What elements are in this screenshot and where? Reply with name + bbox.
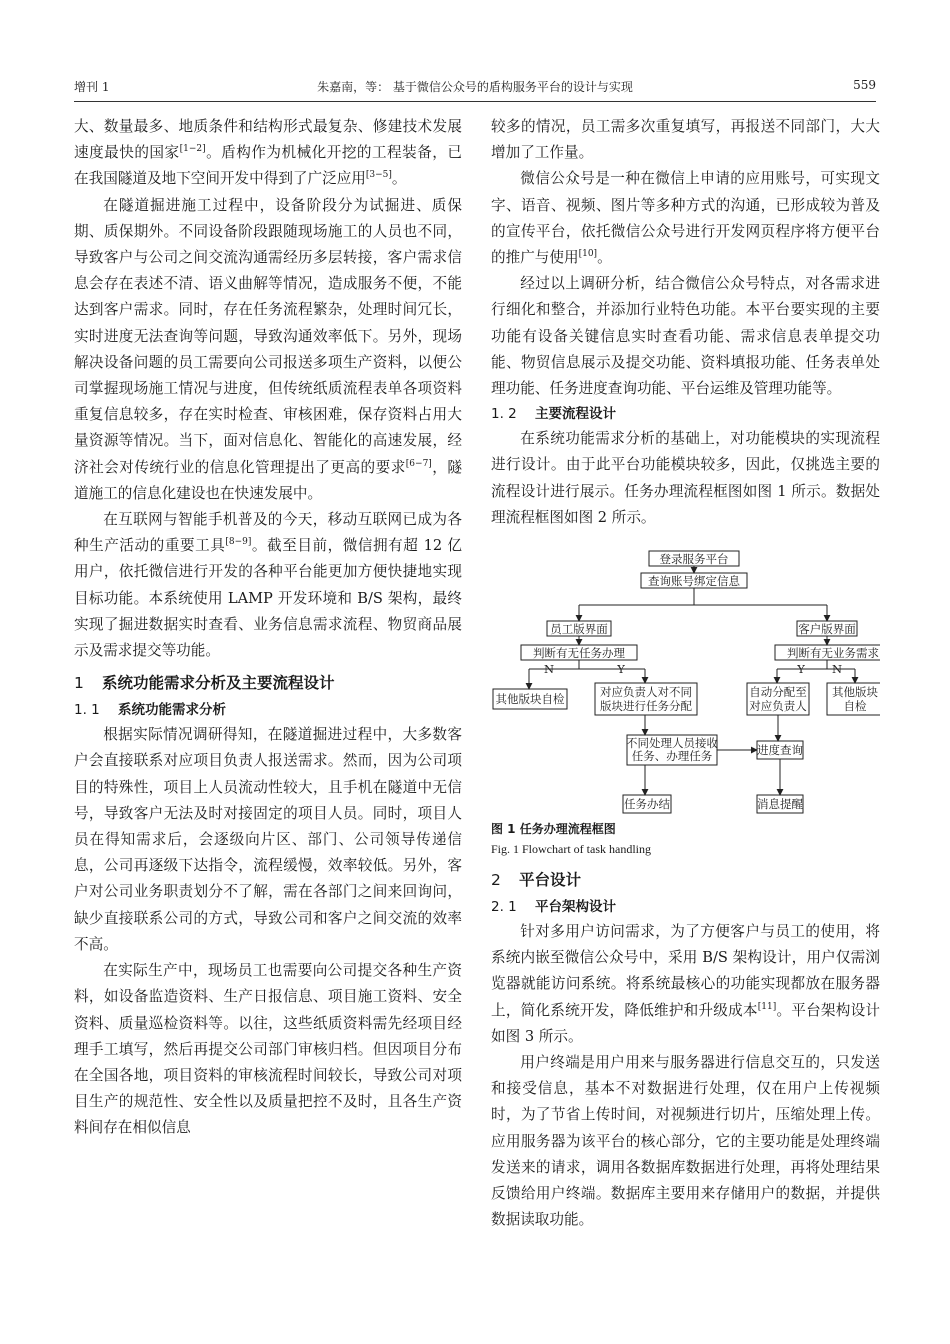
label-login: 登录服务平台 [659, 552, 729, 567]
label-assign-2: 版块进行任务分配 [600, 699, 692, 714]
figure-caption-en: Fig. 1 Flowchart of task handling [491, 842, 651, 857]
journal-issue: 增刊 1 [74, 80, 110, 94]
paragraph: 在互联网与智能手机普及的今天，移动互联网已成为各种生产活动的重要工具[8−9]。截至目前，微信拥有超 12 亿用户，依托微信进行开发的各种平台能更加方便快捷地实现目标功能。本系统使用 LAMP 开发环境和 B/S 架构，最终实现了掘进数据实时查看、业务信息需求流程、物贸商品展示及需求提交等功能。 [74, 511, 462, 660]
page-number: 559 [853, 78, 876, 92]
paragraph: 根据实际情况调研得知，在隧道掘进过程中，大多数客户会直接联系对应项目负责人报送需求。然而，因为公司项目的特殊性，项目上人员流动性较大，且手机在隧道中无信号，导致客户无法及时对接固定的项目人员。同时，项目人员在得知需求后，会逐级向片区、部门、公司领导传递信息，公司再逐级下达指令，流程缓慢，效率较低。另外，客户对公司业务职责划分不了解，需在各部门之间来回询问，缺少直接联系公司的方式，导致公司和客户之间交流的效率不高。 [74, 726, 462, 953]
running-header [74, 78, 876, 98]
paragraph: 在隧道掘进施工过程中，设备阶段分为试掘进、质保期、质保期外。不同设备阶段跟随现场施工的人员也不同，导致客户与公司之间交流沟通需经历多层转接，客户需求信息会存在表述不清、语义曲解等情况，造成服务不便，不能达到客户需求。同时，存在任务流程繁杂，处理时间冗长，实时进度无法查询等问题，导致沟通效率低下。另外，现场解决设备问题的员工需要向公司报送多项生产资料，以便公司掌握现场施工情况与进度，但传统纸质流程表单各项资料重复信息较多，存在实时检查、审核困难，保存资料占用大量资源等情况。当下，面对信息化、智能化的高速发展，经济社会对传统行业的信息化管理提出了更高的要求[6−7]，隧道施工的信息化建设也在快速发展中。 [74, 196, 462, 502]
citation: [3−5] [365, 170, 392, 181]
citation: [6−7] [405, 458, 432, 469]
left-column [74, 114, 462, 1142]
label-other-check-left: 其他版块自检 [495, 692, 565, 707]
task-flowchart [491, 549, 880, 819]
subsection-heading: 1. 2 主要流程设计 [491, 406, 616, 423]
paragraph: 在系统功能需求分析的基础上，对功能模块的实现流程进行设计。由于此平台功能模块较多，因此，仅挑选主要的流程设计进行展示。任务办理流程框图如图 1 所示。数据处理流程框图如图 2 所示。 [491, 430, 880, 526]
right-column [491, 114, 880, 1233]
label-judge-need: 判断有无业务需求 [787, 646, 879, 661]
label-progress: 进度查询 [757, 743, 803, 758]
label-auto-2: 对应负责人 [749, 699, 807, 714]
label-receive-1: 不同处理人员接收 [626, 736, 718, 751]
label-client-ui: 客户版界面 [798, 622, 856, 637]
label-no-left: N [543, 662, 555, 677]
figure-caption-cn: 图 1 任务办理流程框图 [491, 822, 616, 837]
label-other-right-1: 其他版块 [832, 685, 878, 700]
paragraph: 针对多用户访问需求，为了方便客户与员工的使用，将系统内嵌至微信公众号中，采用 B/S 架构设计，用户仅需浏览器就能访问系统。将系统最核心的功能实现都放在服务器上，简化系统开发，降低维护和升级成本[11]。平台架构设计如图 3 所示。 [491, 923, 880, 1045]
label-staff-ui: 员工版界面 [550, 622, 608, 637]
paragraph: 微信公众号是一种在微信上申请的应用账号，可实现文字、语音、视频、图片等多种方式的沟通，已形成较为普及的宣传平台，依托微信公众号进行开发网页程序将方便平台的推广与使用[10]。 [491, 170, 880, 267]
label-task-done: 任务办结 [624, 797, 670, 812]
label-query-binding: 查询账号绑定信息 [648, 574, 740, 589]
paragraph: 在实际生产中，现场员工也需要向公司提交各种生产资料，如设备监造资料、生产日报信息、项目施工资料、安全资料、质量巡检资料等。以往，这些纸质资料需先经项目经理手工填写，然后再提交公司部门审核归档。但因项目分布在全国各地，项目资料的审核流程时间较长，导致公司对项目生产的规范性、安全性以及质量把控不及时，且各生产资料间存在相似信息 [74, 962, 462, 1137]
section-heading: 1 系统功能需求分析及主要流程设计 [74, 674, 335, 693]
label-other-right-2: 自检 [843, 699, 867, 714]
label-judge-task: 判断有无任务办理 [533, 646, 625, 661]
paragraph: 较多的情况，员工需多次重复填写，再报送不同部门，大大增加了工作量。 [491, 118, 880, 162]
label-auto-1: 自动分配至 [749, 685, 807, 700]
citation: [8−9] [225, 537, 252, 548]
citation: [11] [757, 1001, 777, 1012]
paragraph: 经过以上调研分析，结合微信公众号特点，对各需求进行细化和整合，并添加行业特色功能。本平台要实现的主要功能有设备关键信息实时查看功能、需求信息表单提交功能、物贸信息展示及提交功能、资料填报功能、任务表单处理功能、任务进度查询功能、平台运维及管理功能等。 [491, 275, 880, 398]
label-receive-2: 任务、办理任务 [631, 749, 713, 764]
section-heading: 2 平台设计 [491, 871, 582, 890]
flowchart-figure [491, 549, 880, 819]
label-assign-1: 对应负责人对不同 [600, 685, 692, 700]
label-no-right: N [831, 662, 843, 677]
citation: [1−2] [179, 144, 206, 155]
paragraph: 大、数量最多、地质条件和结构形式最复杂、修建技术发展速度最快的国家[1−2]。盾构作为机械化开挖的工程装备，已在我国隧道及地下空间开发中得到了广泛应用[3−5]。 [74, 118, 462, 188]
header-rule [74, 101, 876, 102]
label-yes-right: Y [797, 662, 805, 677]
subsection-heading: 2. 1 平台架构设计 [491, 899, 616, 916]
running-title: 朱嘉南，等： 基于微信公众号的盾构服务平台的设计与实现 [317, 80, 633, 94]
label-yes-left: Y [617, 662, 625, 677]
citation: [10] [578, 249, 598, 260]
paragraph: 用户终端是用户用来与服务器进行信息交互的，只发送和接受信息，基本不对数据进行处理，仅在用户上传视频时，为了节省上传时间，对视频进行切片，压缩处理上传。应用服务器为该平台的核心部分，它的主要功能是处理终端发送来的请求，调用各数据库数据进行处理，再将处理结果反馈给用户终端。数据库主要用来存储用户的数据，并提供数据读取功能。 [491, 1054, 880, 1229]
label-notify: 消息提醒 [757, 797, 803, 812]
subsection-heading: 1. 1 系统功能需求分析 [74, 702, 226, 719]
